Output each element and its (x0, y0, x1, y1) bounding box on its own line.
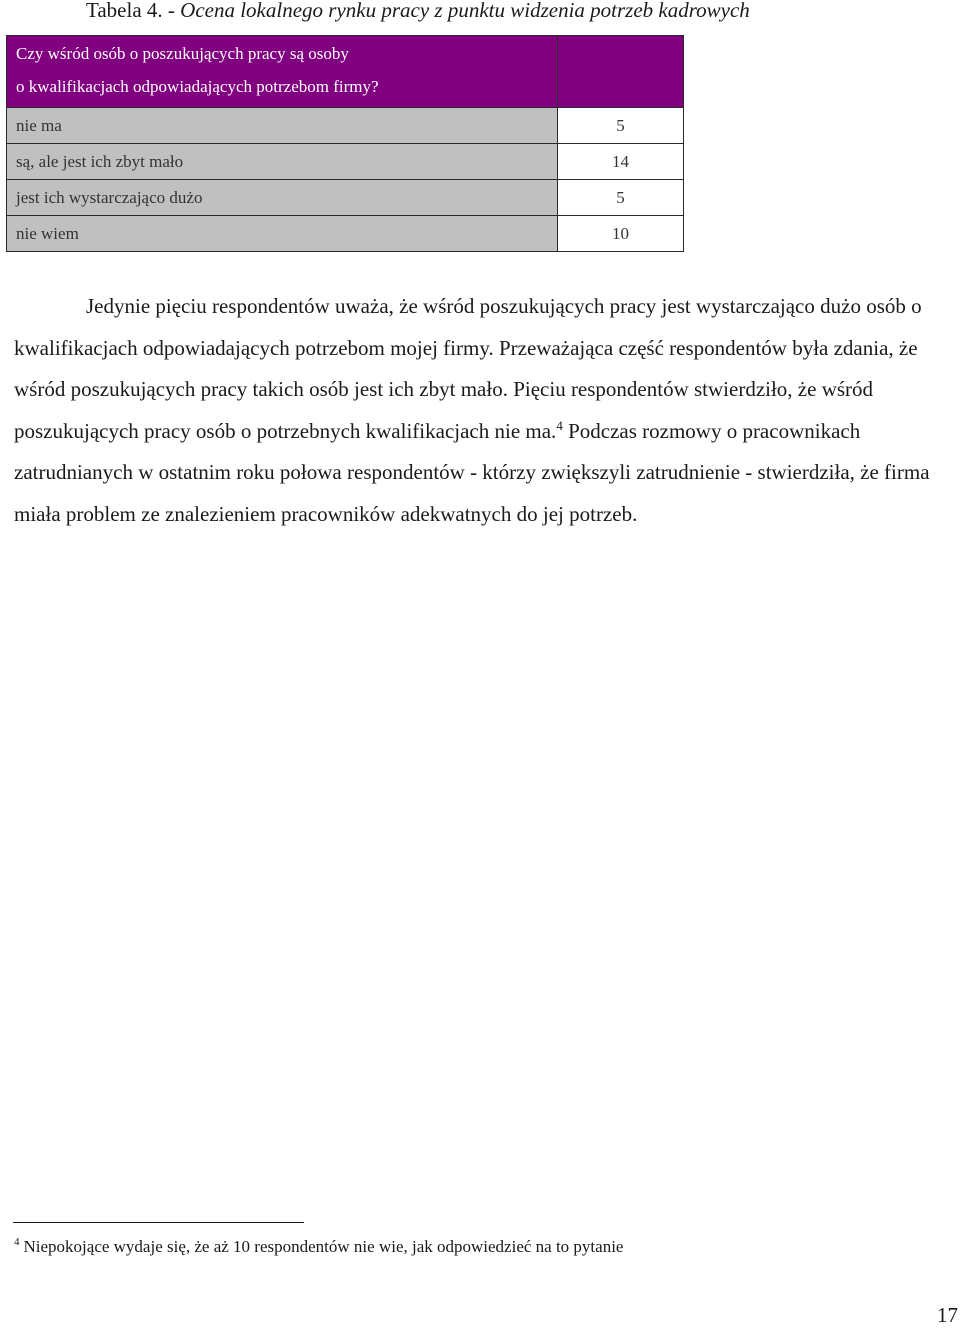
row-value: 14 (558, 144, 684, 180)
row-value: 5 (558, 180, 684, 216)
paragraph-part-1: Jedynie pięciu respondentów uważa, że wśród poszukujących pracy jest wystarczająco dużo osób o kwalifikacjach odpowiadających potrzebom mojej firmy. Przeważająca część respondentów była zdania, że wśród poszukujących pracy takich osób jest ich zbyt mało. Pięciu respondentów stwierdziło, że wśród poszukujących pracy osób o potrzebnych kwalifikacjach nie ma. (14, 294, 922, 443)
survey-table (6, 35, 684, 252)
row-label: nie wiem (7, 216, 558, 252)
row-label: jest ich wystarczająco dużo (7, 180, 558, 216)
footnote (14, 1235, 623, 1259)
footnote-text: Niepokojące wydaje się, że aż 10 respondentów nie wie, jak odpowiedzieć na to pytanie (23, 1237, 624, 1256)
footnote-number: 4 (14, 1236, 20, 1249)
row-label: są, ale jest ich zbyt mało (7, 144, 558, 180)
question-line-1: Czy wśród osób o poszukujących pracy są osoby (16, 44, 349, 63)
body-paragraph (14, 286, 954, 536)
question-line-2: o kwalifikacjach odpowiadających potrzebom firmy? (16, 77, 379, 96)
footnote-reference[interactable]: 4 (556, 417, 563, 433)
footnote-separator (13, 1222, 304, 1223)
table-question-cell (7, 36, 558, 108)
table-header-row (7, 36, 684, 108)
row-value: 5 (558, 108, 684, 144)
table-header-value-cell (558, 36, 684, 108)
table-row (7, 144, 684, 180)
paragraph-part-2: Podczas rozmowy o pracownikach zatrudnianych w ostatnim roku połowa respondentów - którzy zwiększyli zatrudnienie - stwierdziła, że firma miała problem ze znalezieniem pracowników adekwatnych do jej potrzeb. (14, 418, 930, 526)
row-label: nie ma (7, 108, 558, 144)
table-row (7, 216, 684, 252)
row-value: 10 (558, 216, 684, 252)
caption-title: Ocena lokalnego rynku pracy z punktu widzenia potrzeb kadrowych (180, 0, 750, 22)
caption-label: Tabela 4. - (86, 0, 175, 22)
page-number: 17 (937, 1303, 958, 1327)
table-row (7, 108, 684, 144)
table-caption (86, 0, 750, 24)
table-row (7, 180, 684, 216)
